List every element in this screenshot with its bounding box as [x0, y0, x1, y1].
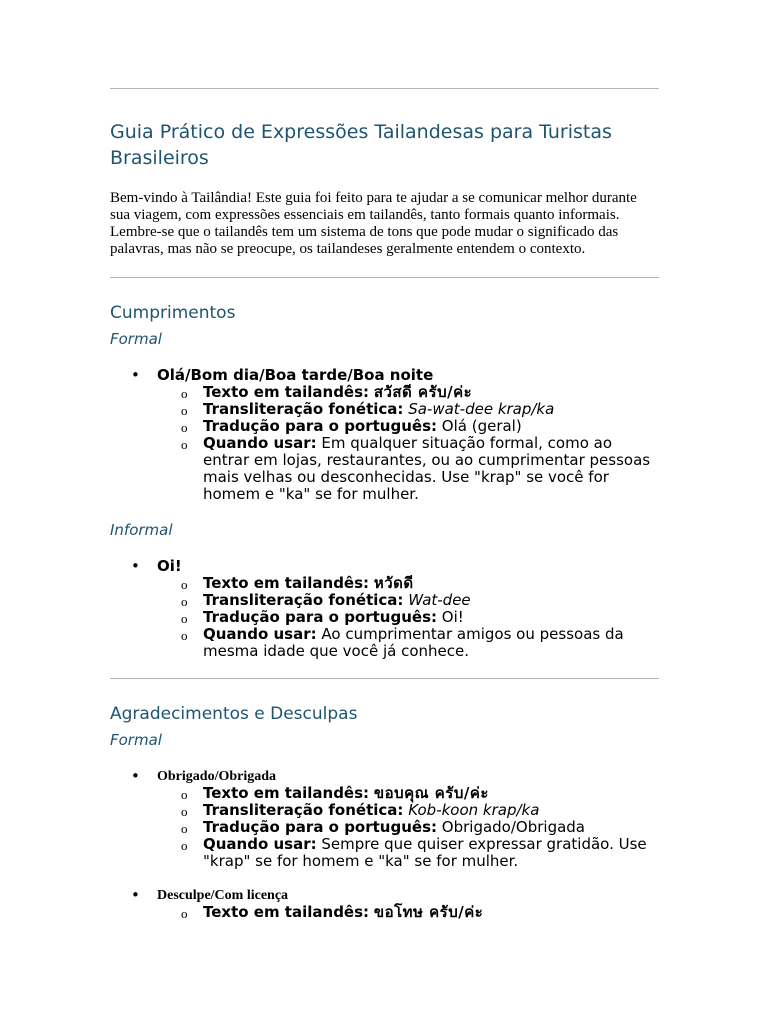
detail-thai-text — [157, 904, 659, 921]
subhead-informal: Informal — [110, 521, 173, 539]
document-title: Guia Prático de Expressões Tailandesas para Turistas Brasileiros — [110, 121, 612, 169]
entry-title: • Olá/Bom dia/Boa tarde/Boa noite — [157, 366, 434, 384]
detail-thai-text — [157, 575, 659, 592]
entry-list — [110, 367, 659, 503]
entry-item — [110, 887, 659, 921]
entry-details — [157, 575, 659, 660]
entry-item — [110, 768, 659, 870]
detail-usage — [157, 836, 659, 870]
detail-transliteration — [157, 592, 659, 609]
usage-value: Sempre que quiser expressar gratidão. Use "krap" se for homem e "ka" se for mulher. — [203, 835, 647, 870]
detail-label: Texto em tailandês: — [203, 903, 370, 921]
entry-list — [110, 558, 659, 660]
detail-usage — [157, 626, 659, 660]
transliteration-value: Wat-dee — [408, 591, 471, 609]
translation-value: Obrigado/Obrigada — [441, 818, 585, 836]
section-divider — [110, 277, 659, 278]
transliteration-value: Sa-wat-dee krap/ka — [408, 400, 555, 418]
detail-label: Tradução para o português: — [203, 417, 437, 435]
top-divider — [110, 88, 659, 89]
entry-title: • Obrigado/Obrigada — [157, 769, 277, 784]
subhead-formal: Formal — [110, 731, 162, 749]
detail-label: Transliteração fonética: — [203, 591, 404, 609]
entry-details — [157, 384, 659, 503]
intro-paragraph: Bem-vindo à Tailândia! Este guia foi feito para te ajudar a se comunicar melhor durante sua viagem, com expressões essenciais em tailandês, tanto formais quanto informais. Lembre-se que o tailandês tem um sistema de tons que pode mudar o significado das palavras, mas não se preocupe, os tailandeses geralmente entendem o contexto. — [110, 190, 637, 257]
detail-usage — [157, 435, 659, 503]
detail-label: Quando usar: — [203, 625, 317, 643]
entry-title: • Oi! — [157, 557, 182, 575]
detail-label: Texto em tailandês: — [203, 784, 370, 802]
detail-label: Tradução para o português: — [203, 608, 437, 626]
section-divider — [110, 678, 659, 679]
entry-item — [110, 558, 659, 660]
detail-label: Quando usar: — [203, 835, 317, 853]
section-title: Cumprimentos — [110, 303, 236, 323]
entry-title: • Desculpe/Com licença — [157, 888, 289, 903]
detail-label: Transliteração fonética: — [203, 400, 404, 418]
detail-translation — [157, 418, 659, 435]
entry-details — [157, 904, 659, 921]
translation-value: Olá (geral) — [441, 417, 522, 435]
thai-script: สวัสดี ครับ/ค่ะ — [373, 383, 473, 401]
thai-script: ขอบคุณ ครับ/ค่ะ — [373, 784, 489, 802]
document-page — [110, 88, 659, 921]
entry-list — [110, 768, 659, 921]
entry-item — [110, 367, 659, 503]
section-title: Agradecimentos e Desculpas — [110, 704, 358, 724]
detail-label: Tradução para o português: — [203, 818, 437, 836]
detail-transliteration — [157, 401, 659, 418]
detail-thai-text — [157, 384, 659, 401]
subhead-formal: Formal — [110, 330, 162, 348]
usage-value: Ao cumprimentar amigos ou pessoas da mesma idade que você já conhece. — [203, 625, 624, 660]
usage-value: Em qualquer situação formal, como ao entrar em lojas, restaurantes, ou ao cumprimentar pessoas mais velhas ou desconhecidas. Use "krap" se você for homem e "ka" se for mulher. — [203, 434, 651, 503]
thai-script: ขอโทษ ครับ/ค่ะ — [373, 903, 484, 921]
detail-translation — [157, 819, 659, 836]
detail-label: Transliteração fonética: — [203, 801, 404, 819]
transliteration-value: Kob-koon krap/ka — [408, 801, 540, 819]
translation-value: Oi! — [441, 608, 464, 626]
detail-label: Texto em tailandês: — [203, 574, 370, 592]
detail-translation — [157, 609, 659, 626]
entry-details — [157, 785, 659, 870]
detail-transliteration — [157, 802, 659, 819]
section-greetings — [110, 302, 659, 660]
detail-label: Quando usar: — [203, 434, 317, 452]
section-thanks-apologies — [110, 703, 659, 921]
detail-thai-text — [157, 785, 659, 802]
detail-label: Texto em tailandês: — [203, 383, 370, 401]
thai-script: หวัดดี — [373, 574, 414, 592]
